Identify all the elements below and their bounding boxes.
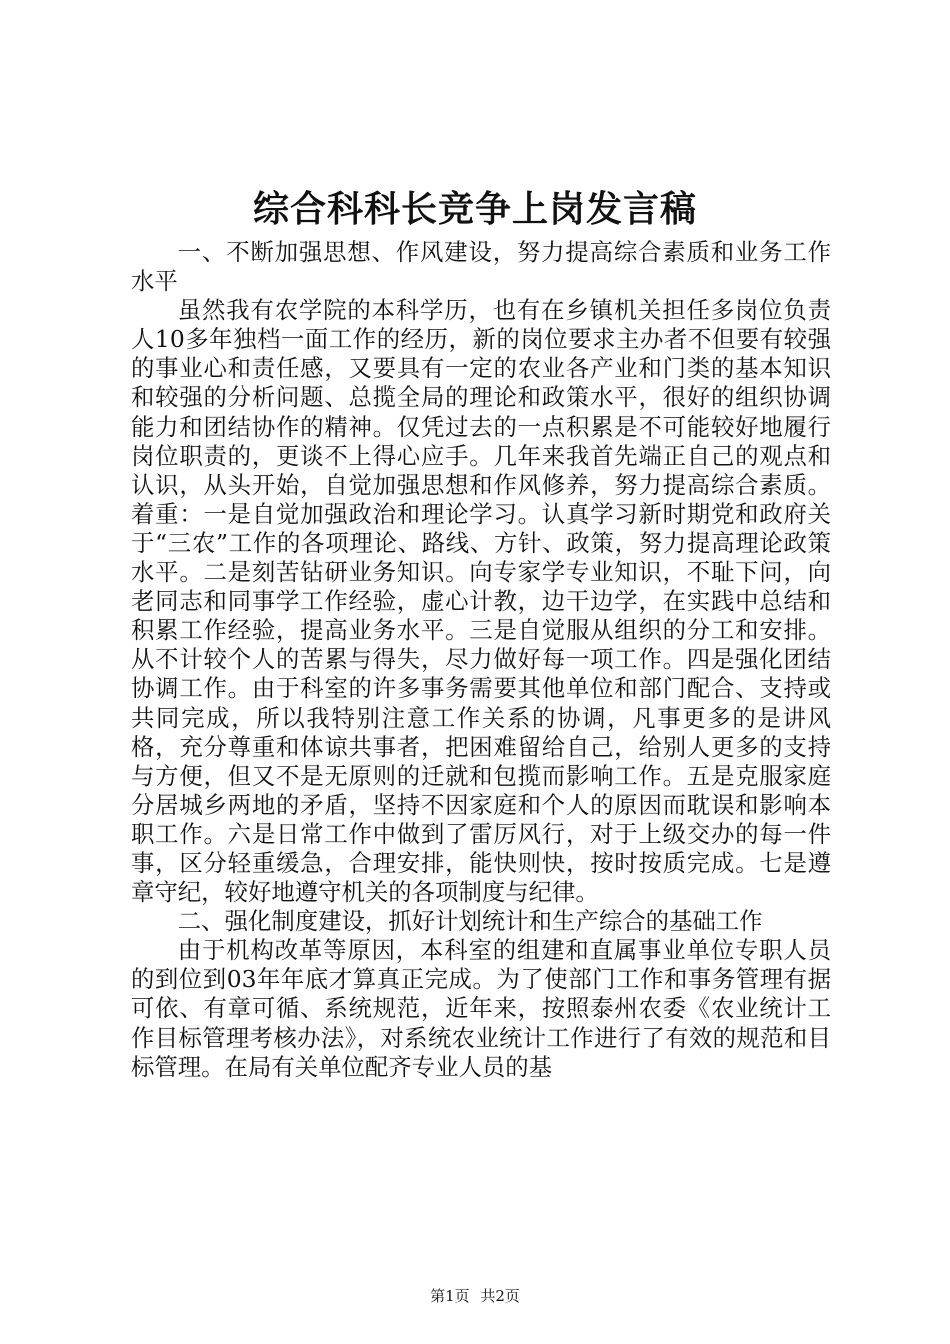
section-heading-1: 一、不断加强思想、作风建设，努力提高综合素质和业务工作水平 [131, 238, 831, 296]
body-paragraph-1: 虽然我有农学院的本科学历，也有在乡镇机关担任多岗位负责人10多年独档一面工作的经历，新的岗位要求主办者不但要有较强的事业心和责任感，又要具有一定的农业各产业和门类的基本知识和较强的分析问题、总揽全局的理论和政策水平，很好的组织协调能力和团结协作的精神。仅凭过去的一点积累是不可能较好地履行岗位职责的，更谈不上得心应手。几年来我首先端正自己的观点和认识，从头开始，自觉加强思想和作风修养，努力提高综合素质。着重：一是自觉加强政治和理论学习。认真学习新时期党和政府关于“三农”工作的各项理论、路线、方针、政策，努力提高理论政策水平。二是刻苦钻研业务知识。向专家学专业知识，不耻下问，向老同志和同事学工作经验，虚心计教，边干边学，在实践中总结和积累工作经验，提高业务水平。三是自觉服从组织的分工和安排。从不计较个人的苦累与得失，尽力做好每一项工作。四是强化团结协调工作。由于科室的许多事务需要其他单位和部门配合、支持或共同完成，所以我特别注意工作关系的协调，凡事更多的是讲风格，充分尊重和体谅共事者，把困难留给自己，给别人更多的支持与方便，但又不是无原则的迁就和包揽而影响工作。五是克服家庭分居城乡两地的矛盾，坚持不因家庭和个人的原因而耽误和影响本职工作。六是日常工作中做到了雷厉风行，对于上级交办的每一件事，区分轻重缓急，合理安排，能快则快，按时按质完成。七是遵章守纪，较好地遵守机关的各项制度与纪律。 [131, 296, 831, 907]
section-heading-2: 二、强化制度建设，抓好计划统计和生产综合的基础工作 [177, 907, 763, 936]
document-body [131, 238, 831, 1082]
page-number: 第1页 [430, 1287, 470, 1305]
page-total: 共2页 [480, 1287, 520, 1305]
page-footer [0, 1286, 950, 1306]
document-title: 综合科科长竞争上岗发言稿 [252, 188, 697, 230]
body-paragraph-2: 由于机构改革等原因，本科室的组建和直属事业单位专职人员的到位到03年年底才算真正完成。为了使部门工作和事务管理有据可依、有章可循、系统规范，近年来，按照泰州农委《农业统计工作目标管理考核办法》，对系统农业统计工作进行了有效的规范和目标管理。在局有关单位配齐专业人员的基 [131, 936, 831, 1081]
